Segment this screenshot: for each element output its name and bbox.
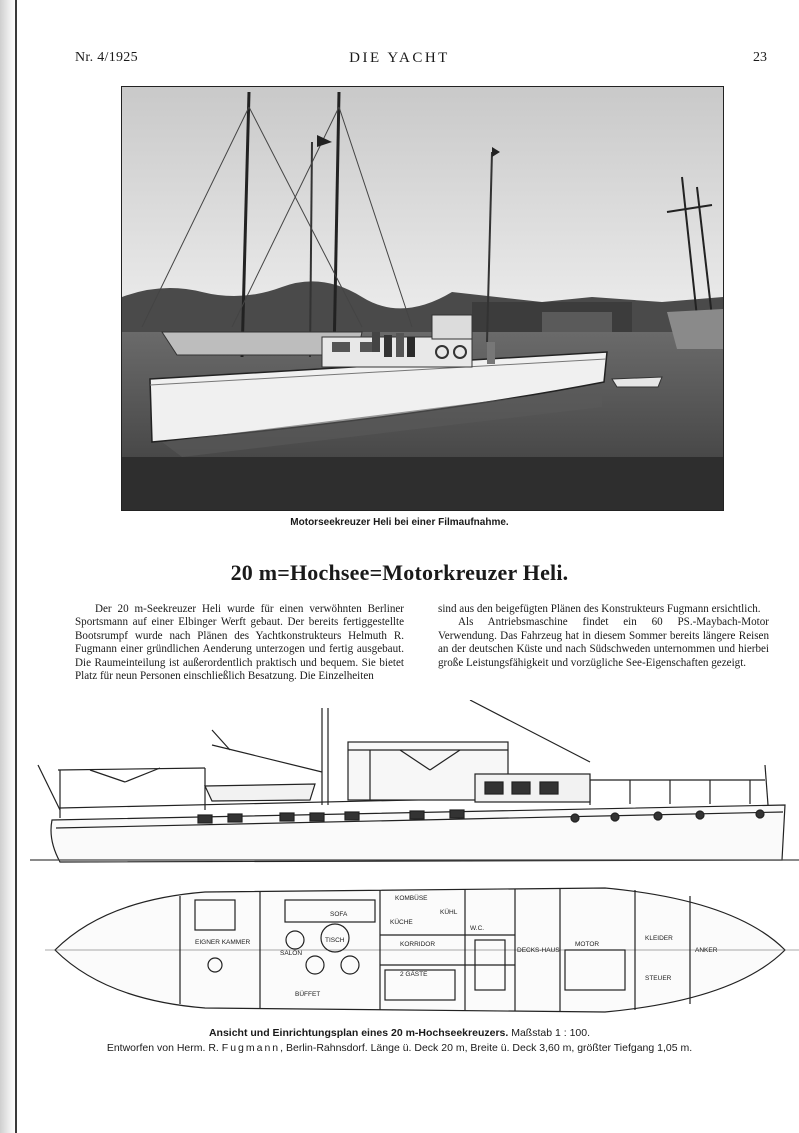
credit-prefix: Entworfen von Herm. R. <box>106 1042 219 1054</box>
plan-label-anker: ANKER <box>695 947 718 954</box>
plan-label-wc: W.C. <box>470 925 485 932</box>
plan-label-deckshaus: DECKS-HAUS <box>517 947 560 954</box>
drawing-caption-title: Ansicht und Einrichtungsplan eines 20 m-Hochseekreuzers. <box>208 1027 509 1039</box>
plan-label-motor: MOTOR <box>575 941 600 948</box>
article-paragraph: sind aus den beigefügten Plänen des Konstrukteurs Fugmann ersichtlich. <box>438 603 761 615</box>
yacht-photo <box>121 86 724 511</box>
drawing-credit <box>0 1042 799 1054</box>
magazine-title: DIE YACHT <box>349 50 450 66</box>
plan-label-kuehl: KÜHL <box>440 909 458 916</box>
page-number: 23 <box>753 50 767 65</box>
plan-label-gaeste: 2 GÄSTE <box>400 971 428 978</box>
credit-details: , Berlin-Rahnsdorf. Länge ü. Deck 20 m, Breite ü. Deck 3,60 m, größter Tiefgang 1,05 m. <box>280 1042 693 1054</box>
drawing-caption <box>0 1027 799 1039</box>
plan-label-korridor: KORRIDOR <box>400 941 436 948</box>
plan-label-steuer: STEUER <box>645 975 672 982</box>
plan-label-eigner: EIGNER KAMMER <box>195 939 251 946</box>
article-paragraph: Als Antriebsmaschine findet ein 60 PS.-Maybach-Motor Verwendung. Das Fahrzeug hat in diesem Sommer bereits längere Reisen an der deutschen Küste und nach Südschweden unternommen und hierbei große Leistungsfähigkeit und vorzügliche See-Eigenschaften gezeigt. <box>438 616 769 669</box>
plan-label-kueche: KÜCHE <box>390 919 413 926</box>
plan-label-kleider: KLEIDER <box>645 935 673 942</box>
yacht-side-elevation <box>30 700 799 880</box>
deck-plan-drawing <box>45 880 799 1020</box>
article-column-right <box>438 603 769 670</box>
plan-label-sofa: SOFA <box>330 911 348 918</box>
photo-caption: Motorseekreuzer Heli bei einer Filmaufnahme. <box>290 517 509 528</box>
plan-label-salon: SALON <box>280 950 303 957</box>
plan-label-buffet: BÜFFET <box>295 991 321 998</box>
credit-name: Fugmann <box>221 1042 281 1054</box>
drawing-caption-scale: Maßstab 1 : 100. <box>511 1027 591 1039</box>
article-title: 20 m=Hochsee=Motorkreuzer Heli. <box>230 560 569 585</box>
yacht-deck-plan <box>45 880 799 1020</box>
article-column-left <box>75 603 404 683</box>
side-elevation-drawing <box>30 700 799 880</box>
yacht-photo-illustration <box>122 87 723 510</box>
plan-label-kombuese: KOMBÜSE <box>395 895 428 902</box>
issue-number: Nr. 4/1925 <box>75 50 138 65</box>
plan-label-tisch: TISCH <box>325 937 345 944</box>
page-header <box>0 50 799 70</box>
article-paragraph: Der 20 m-Seekreuzer Heli wurde für einen verwöhnten Berliner Sportsmann auf einer Elbinger Werft gebaut. Der bereits fertiggestellte Bootsrumpf wurde nach Plänen des Yachtkonstrukteurs Helmuth R. Fugmann einer gründlichen Aenderung unterzogen und fertig ausgebaut. Die Raumeinteilung ist außerordentlich praktisch und bequem. Sie bietet Platz für neun Personen einschließlich Besatzung. Die Einzelheiten <box>75 603 404 683</box>
